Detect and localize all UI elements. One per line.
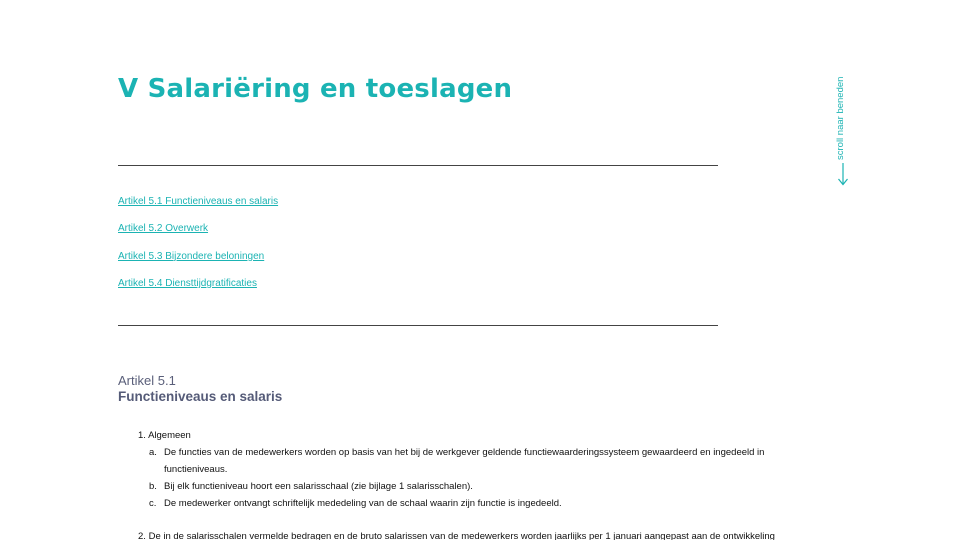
sub-list-item — [138, 495, 838, 512]
page-title: V Salariëring en toeslagen — [118, 74, 513, 104]
spacer — [138, 512, 838, 528]
sub-list-item — [138, 478, 838, 495]
list-marker: 2. — [138, 531, 146, 540]
article-title: Functieniveaus en salaris — [118, 389, 283, 404]
arrow-down-icon — [837, 162, 849, 186]
list-item — [138, 528, 838, 540]
sub-list-item-text: De medewerker ontvangt schriftelijk mededeling van de schaal waarin zijn functie is ingedeeld. — [164, 498, 562, 509]
sub-list-marker: b. — [149, 481, 157, 492]
divider-top — [118, 165, 718, 166]
divider-bottom — [118, 325, 718, 326]
toc-link-5-4[interactable]: Artikel 5.4 Diensttijdgratificaties — [118, 277, 257, 289]
toc-link-5-1[interactable]: Artikel 5.1 Functieniveaus en salaris — [118, 196, 279, 207]
sub-list-marker: c. — [149, 498, 157, 509]
list-item-text: Algemeen — [148, 430, 191, 441]
sub-list-item-text: De functies van de medewerkers worden op basis van het bij de werkgever geldende functiewaarderingssysteem gewaardeerd en ingedeeld in functieniveaus. — [164, 447, 765, 475]
toc-link-5-3[interactable]: Artikel 5.3 Bijzondere beloningen — [118, 250, 265, 262]
article-body — [138, 427, 838, 540]
scroll-hint[interactable] — [835, 72, 851, 188]
sub-list-marker: a. — [149, 447, 157, 458]
sub-list-item-text: Bij elk functieniveau hoort een salarisschaal (zie bijlage 1 salarisschalen). — [164, 481, 473, 492]
list-marker: 1. — [138, 430, 146, 441]
toc-item — [118, 275, 278, 302]
toc-item — [118, 193, 278, 220]
scroll-hint-label: scroll naar beneden — [835, 76, 846, 160]
table-of-contents — [118, 193, 278, 302]
list-item-text: De in de salarisschalen vermelde bedragen en de bruto salarissen van de medewerkers worden jaarlijks per 1 januari aangepast aan de ontwikkeling — [148, 531, 775, 540]
toc-item — [118, 248, 278, 275]
sub-list-item — [138, 444, 838, 478]
article-number: Artikel 5.1 — [118, 373, 176, 388]
toc-link-5-2[interactable]: Artikel 5.2 Overwerk — [118, 223, 209, 235]
list-item — [138, 427, 838, 444]
toc-item — [118, 220, 278, 247]
